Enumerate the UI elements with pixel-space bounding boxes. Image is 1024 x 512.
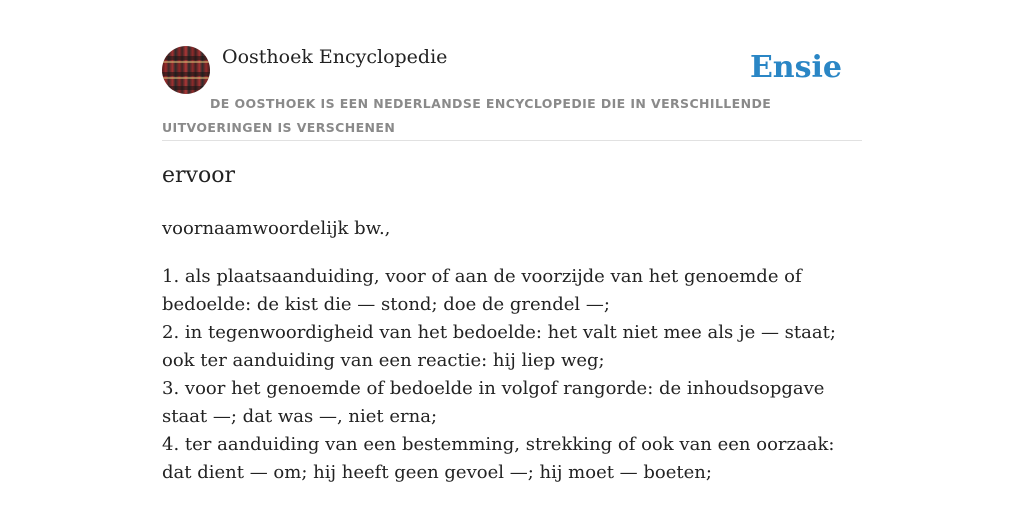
definition-item: 4. ter aanduiding van een bestemming, strekking of ook van een oorzaak: dat dient — om; hij heeft geen gevoel —; hij moet — boeten; — [162, 434, 835, 483]
encyclopedia-books-icon[interactable] — [162, 46, 210, 94]
entry-title: ervoor — [162, 163, 235, 188]
site-title[interactable]: Oosthoek Encyclopedie — [222, 46, 448, 68]
brand-logo[interactable]: Ensie — [749, 50, 842, 85]
definition-item: 1. als plaatsaanduiding, voor of aan de voorzijde van het genoemde of bedoelde: de kist die — stond; doe de grendel —; — [162, 266, 802, 315]
definition-list — [162, 263, 867, 487]
header — [162, 44, 862, 141]
definition-item: 3. voor het genoemde of bedoelde in volgof rangorde: de inhoudsopgave staat —; dat was —, niet erna; — [162, 378, 825, 427]
definition-item: 2. in tegenwoordigheid van het bedoelde: het valt niet mee als je — staat; ook ter aanduiding van een reactie: hij liep weg; — [162, 322, 836, 371]
part-of-speech: voornaamwoordelijk bw., — [162, 218, 391, 239]
site-tagline: DE OOSTHOEK IS EEN NEDERLANDSE ENCYCLOPEDIE DIE IN VERSCHILLENDE UITVOERINGEN IS VERSCHENEN — [162, 96, 772, 135]
